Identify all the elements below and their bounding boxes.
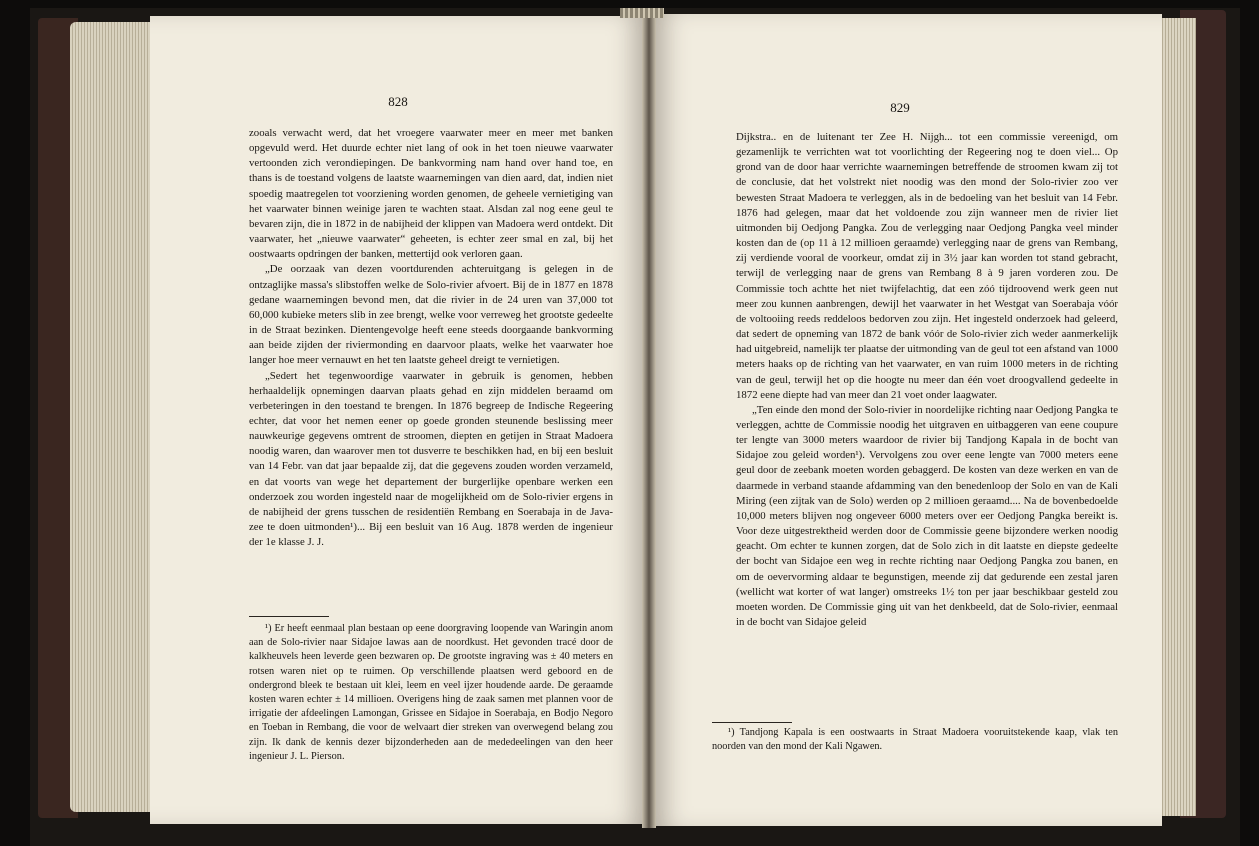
- page-edges-right: [1160, 18, 1196, 816]
- footnote-rule: [249, 616, 329, 617]
- footnote: ¹) Er heeft eenmaal plan bestaan op eene doorgraving loopende van Waringin anom aan de Solo-rivier naar Sidajoe lawas aan de noordkust. Het gevonden tracé door de kalkheuvels heen leverde geen bezwaren op. De grootste ingraving was ± 40 meters en rotsen waren niet op te ruimen. Op verschillende plaatsen werd geboord en de ondergrond bleek te bestaan uit klei, leem en veel ijzer houdende aarde. De geraamde kosten waren echter ± 14 millioen. Overigens hing de zaak samen met plannen voor de irrigatie der afdeelingen Lamongan, Grissee en Sidajoe in Soerabaja, en Bodjo Negoro en Toeban in Rembang, die voor de welvaart dier streken van overwegend belang zou zijn. Ik dank de kennis dezer bijzonderheden aan de mededeelingen van den heer ingenieur J. L. Pierson.: [249, 623, 613, 762]
- page-number: 829: [890, 100, 910, 115]
- page-body: [249, 126, 613, 550]
- footnote: ¹) Tandjong Kapala is een oostwaarts in Straat Madoera vooruitstekende kaap, vlak ten noorden van den mond der Kali Ngawen.: [712, 727, 1118, 753]
- paragraph: zooals verwacht werd, dat het vroegere vaarwater meer en meer met banken opgevuld werd. Het duurde echter niet lang of ook in het toen nieuwe vaarwater vertoonden zich verondiepingen. De bankvorming nam hand over hand toe, en thans is de toestand volgens de laatste waarnemingen van dien aard, dat, indien niet spoedig maatregelen tot voorziening worden genomen, de geheele vernietiging van het vaarwater binnen weinige jaren te wachten staat. Alsdan zal nog eene geul te bevaren zijn, die in 1872 in de nabijheid der klippen van Madoera werd ontdekt. Dit vaarwater, het „nieuwe vaarwater“ geheeten, is echter zeer smal en zal, bij het oostwaarts opdringen der banken, mettertijd ook verloren gaan.: [249, 127, 613, 261]
- footnote-rule: [712, 722, 792, 723]
- left-page: [150, 16, 645, 824]
- paragraph: „Sedert het tegenwoordige vaarwater in gebruik is genomen, hebben herhaaldelijk opnemingen daarvan plaats gehad en zijn middelen beraamd om verbeteringen in den toestand te brengen. In 1876 begreep de Indische Regeering echter, dat voor het nemen eener op goede gronden steunende beslissing meer nauwkeurige gegevens omtrent de stroomen, diepten en getijen in Straat Madoera noodig waren, dan waarover men tot dusverre te beschikken had, en bij een besluit van 14 Febr. van dat jaar bepaalde zij, dat die gegevens zouden worden verzameld, en dat voorts van wege het departement der burgerlijke openbare werken een onderzoek zou worden ingesteld naar de mogelijkheid om de Solo-rivier ergens in de nabijheid der grens tusschen de residentiën Rembang en Soerabaja in de Java-zee te doen uitmonden¹)... Bij een besluit van 16 Aug. 1878 werden de ingenieur der 1e klasse J. J.: [249, 369, 613, 549]
- paragraph: „De oorzaak van dezen voortdurenden achteruitgang is gelegen in de ontzaglijke massa's slibstoffen welke de Solo-rivier afvoert. Bij de in 1877 en 1878 gedane waarnemingen bevond men, dat die rivier in de 24 uren van 37,000 tot 60,000 kubieke meters slib in zee brengt, welke voor verreweg het grootste gedeelte in de Straat bezinken. Dientengevolge heeft eene steeds doorgaande bankvorming aan beide zijden der riviermonding en daarvoor plaats, welke het vaarwater hoe langer hoe meer vernauwt en het ten laatste geheel dreigt te vernietigen.: [249, 263, 613, 367]
- right-page: [652, 14, 1162, 826]
- page-edges-left: [70, 22, 154, 812]
- page-body: [736, 130, 1118, 630]
- spine-clasp: [620, 8, 664, 18]
- page-number: 828: [388, 94, 408, 109]
- paragraph: „Ten einde den mond der Solo-rivier in noordelijke richting naar Oedjong Pangka te verleggen, achtte de Commissie noodig het uitgraven en uitbaggeren van eene coupure ter lengte van 3000 meters waardoor de rivier bij Tandjong Kapala in de bocht van Sidajoe zou geleid worden¹). Vervolgens zou over eene lengte van 7000 meters eene geul door de zeebank moeten worden gebaggerd. De kosten van deze werken en van de daarmede in verband staande afdamming van den benedenloop der Solo en van de Kali Miring (een zijtak van de Solo) werden op 2 millioen geraamd.... Na de bovenbedoelde 10,000 meters blijven nog ongeveer 6000 meters over eer Oedjong Pangka bereikt is. Voor deze uitgestrektheid werden door de Commissie geene bijzondere werken noodig geacht. Om echter te kunnen zorgen, dat de Solo zich in dit laatste en diepste gedeelte der bocht van Sidajoe een weg in rechte richting naar Oedjong Pangka zou banen, en om de oevervorming aldaar te begunstigen, meende zij dat gedurende een zestal jaren (wellicht wat korter of wat langer) omstreeks 1½ ton per jaar beschikbaar gesteld zou moeten worden. De Commissie ging uit van het denkbeeld, dat de Solo-rivier, eenmaal in de bocht van Sidajoe geleid: [736, 403, 1118, 628]
- paragraph: Dijkstra.. en de luitenant ter Zee H. Nijgh... tot een commissie vereenigd, om gezamenlijk te verrichten wat tot voorlichting der Regeering nog te doen viel... Op grond van de door haar verrichte waarnemingen betreffende de stroomen kwam zij tot de conclusie, dat het volstrekt niet noodig was den mond der Solo-rivier zoo ver bewesten Straat Madoera te verleggen, als in de bedoeling van het besluit van 14 Febr. 1876 had gelegen, maar dat het voldoende zou zijn wanneer men de rivier liet uitmonden bij Oedjong Pangka. Zou de verlegging naar Oedjong Pangka veel minder kosten dan de (op 11 à 12 millioen geraamde) verlegging naar de grens van Rembang, zij verdiende vooral de voorkeur, omdat zij in 3½ jaar kan worden tot stand gebracht, terwijl de verlegging naar de grens van Rembang 8 à 9 jaren vorderen zou. De Commissie toch achtte het niet twijfelachtig, dat een zóó tijdroovend werk geen nut meer zou kunnen aanbrengen, dewijl het vaarwater in het Westgat van Soerabaja vóór de voltooiing reeds reddeloos bedorven zou zijn. Het ingesteld onderzoek had geleerd, dat sedert de opneming van 1872 de bank vóór de Solo-rivier zich weder aanmerkelijk had uitgebreid, namelijk ter plaatse der uitmonding van de geul tot een afstand van 1000 meters haaks op de richting van het vaarwater, en van ruim 1000 meters in de richting van de geul, terwijl het op die hoogte nu meer dan één voet droogvallend gedeelte in 1872 eene diepte had van meer dan 21 voet onder laagwater.: [736, 131, 1118, 401]
- book-gutter: [642, 14, 656, 828]
